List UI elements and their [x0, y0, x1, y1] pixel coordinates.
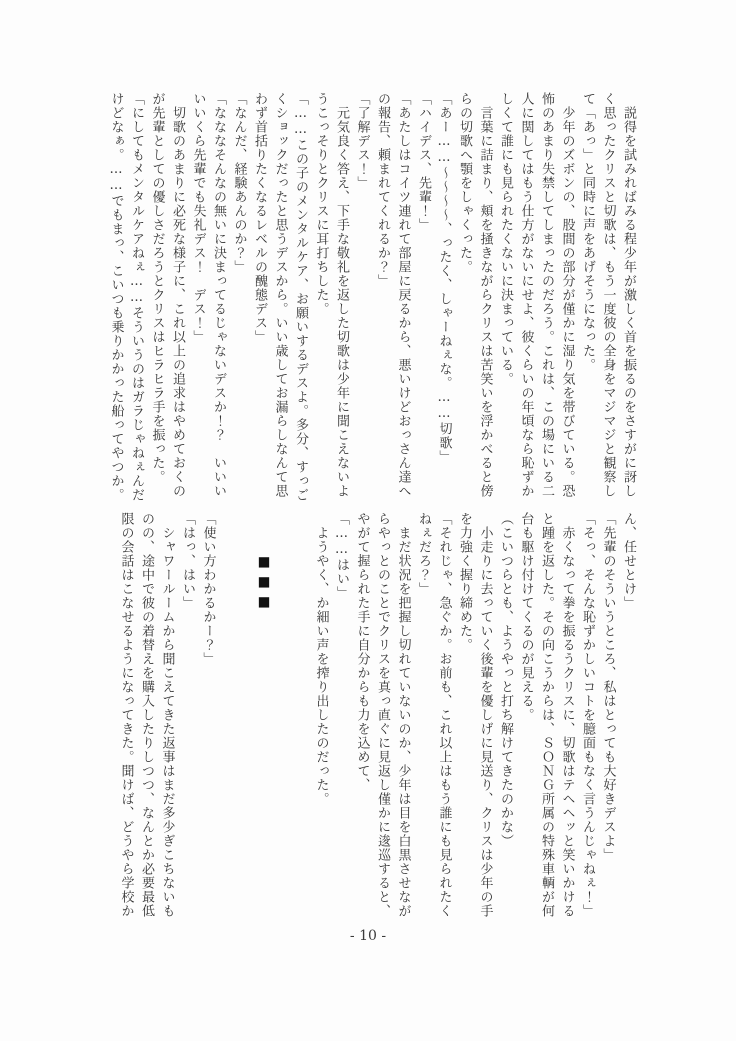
text-block-top	[105, 92, 638, 510]
text-line: く思ったクリスと切歌は、もう一度彼の全身をマジマジと観察し	[600, 92, 616, 498]
text-line: 「なななそんなの無いに決まってるじゃないデスか！？ いいい	[211, 92, 226, 498]
text-line: 「なんだ、経験あんのか？」	[231, 92, 247, 274]
text-line: 「使い方わかるかー？」	[200, 512, 216, 666]
text-line: 人に関してはもう仕方がないにせよ、彼くらいの年頃なら恥ずか	[518, 92, 534, 498]
text-line: 「先輩のそういうところ、私はとっても大好きデスよ」	[600, 512, 616, 862]
text-line: 「にしてもメンタルケアねぇ……そういうのはガラじゃねぇんだ	[129, 92, 144, 502]
text-line: 「……はい」	[334, 512, 349, 600]
text-line: 限の会話はこなせるようになってきた。聞けば、どうやら学校か	[118, 512, 134, 918]
text-line: 赤くなって拳を振るうクリスに、切歌はテヘヘッと笑いかける	[559, 512, 575, 918]
text-line: 「あたしはコイツ連れて部屋に戻るから、悪いけどおっさん達へ	[395, 92, 411, 498]
text-line: 少年のズボンの、股間の部分が僅かに湿り気を帯びている。恐	[559, 92, 575, 498]
text-line: 言葉に詰まり、頬を掻きながらクリスは苦笑いを浮かべると傍	[477, 92, 493, 498]
text-line: くショックだったと思うデスから。いい歳してお漏らしなんて思	[272, 92, 288, 498]
text-line: のの、途中で彼の着替えを購入したりしつつ、なんとか必要最低	[139, 512, 154, 918]
text-line: 元気良く答え、下手な敬礼を返した切歌は少年に聞こえないよ	[334, 92, 349, 498]
paragraph-section-b	[115, 512, 218, 930]
text-line: 「……この子のメンタルケア、お願いするデスよ。多分、すっご	[293, 92, 308, 502]
text-line: ようやく、か細い声を搾り出したのだった。	[313, 512, 329, 806]
text-line: うこっそりとクリスに耳打ちした。	[313, 92, 329, 316]
text-line: まだ状況を把握し切れていないのか、少年は目を白黒させなが	[395, 512, 411, 918]
section-divider	[254, 512, 275, 930]
text-line: 「そっ、そんな恥ずかしいコトを臆面もなく言うんじゃねぇ！」	[580, 512, 595, 918]
text-line: 怖のあまり失禁してしまったのだろう。これは、この場にいる二	[539, 92, 554, 498]
text-block-bottom	[115, 512, 638, 930]
page-number: - 10 -	[349, 928, 387, 944]
text-line: らやっとのことでクリスを真っ直ぐに見返し僅かに逡巡すると、	[375, 512, 390, 918]
text-line: の報告、頼まれてくれるか？」	[375, 92, 390, 288]
text-line: けどなぁ。……でもまっ、こいつも乗りかかった船ってやつか。	[108, 92, 124, 502]
text-line: （こいつらとも、ようやっと打ち解けてきたのかな）	[498, 512, 513, 848]
text-line: 「ハイデス、先輩！」	[416, 92, 431, 232]
text-line: いいくら先輩でも失礼デス！ デス！」	[190, 92, 206, 344]
text-line: しくて誰にも見られたくないに決まっている。	[498, 92, 513, 386]
text-line: 「あー……～～～～、ったく、しゃーねぇな。……切歌」	[436, 92, 452, 464]
text-line: と踵を返した。その向こうからは、ＳＯＮＧ所属の特殊車輌が何	[539, 512, 554, 918]
text-line: わず首括りたくなるレベルの醜態デス」	[252, 92, 267, 344]
text-line: 小走りに去っていく後輩を優しげに見送り、クリスは少年の手	[477, 512, 493, 918]
text-line: 「はっ、はい」	[180, 512, 195, 610]
text-line: ねぇだろ？」	[416, 512, 431, 596]
text-line: 説得を試みればみる程少年が激しく首を振るのをさすがに訝し	[621, 92, 636, 498]
text-line: 切歌のあまりに必死な様子に、これ以上の追求はやめておくの	[170, 92, 185, 498]
text-line: やがて握られた手に自分からも力を込めて、	[354, 512, 370, 792]
text-line: が先輩としての優しさだろうとクリスはヒラヒラ手を振った。	[149, 92, 165, 484]
text-line: らの切歌へ顎をしゃくった。	[457, 92, 472, 274]
text-line: 「了解デス！」	[354, 92, 370, 190]
text-line: 「それじゃ、急ぐか。お前も、これ以上はもう誰にも見られたく	[436, 512, 452, 918]
section-divider-squares-icon: ■■■	[256, 554, 272, 614]
text-line: て「あっ」と同時に声をあげそうになった。	[580, 92, 595, 372]
text-line: ん、任せとけ」	[621, 512, 636, 610]
text-line: 台も駆け付けてくるのが見える。	[518, 512, 534, 722]
text-line: シャワールームから聞こえてきた返事はまだ多少ぎこちないも	[159, 512, 175, 918]
text-line: を力強く握り締めた。	[457, 512, 472, 652]
paragraph-section-a	[310, 512, 638, 930]
